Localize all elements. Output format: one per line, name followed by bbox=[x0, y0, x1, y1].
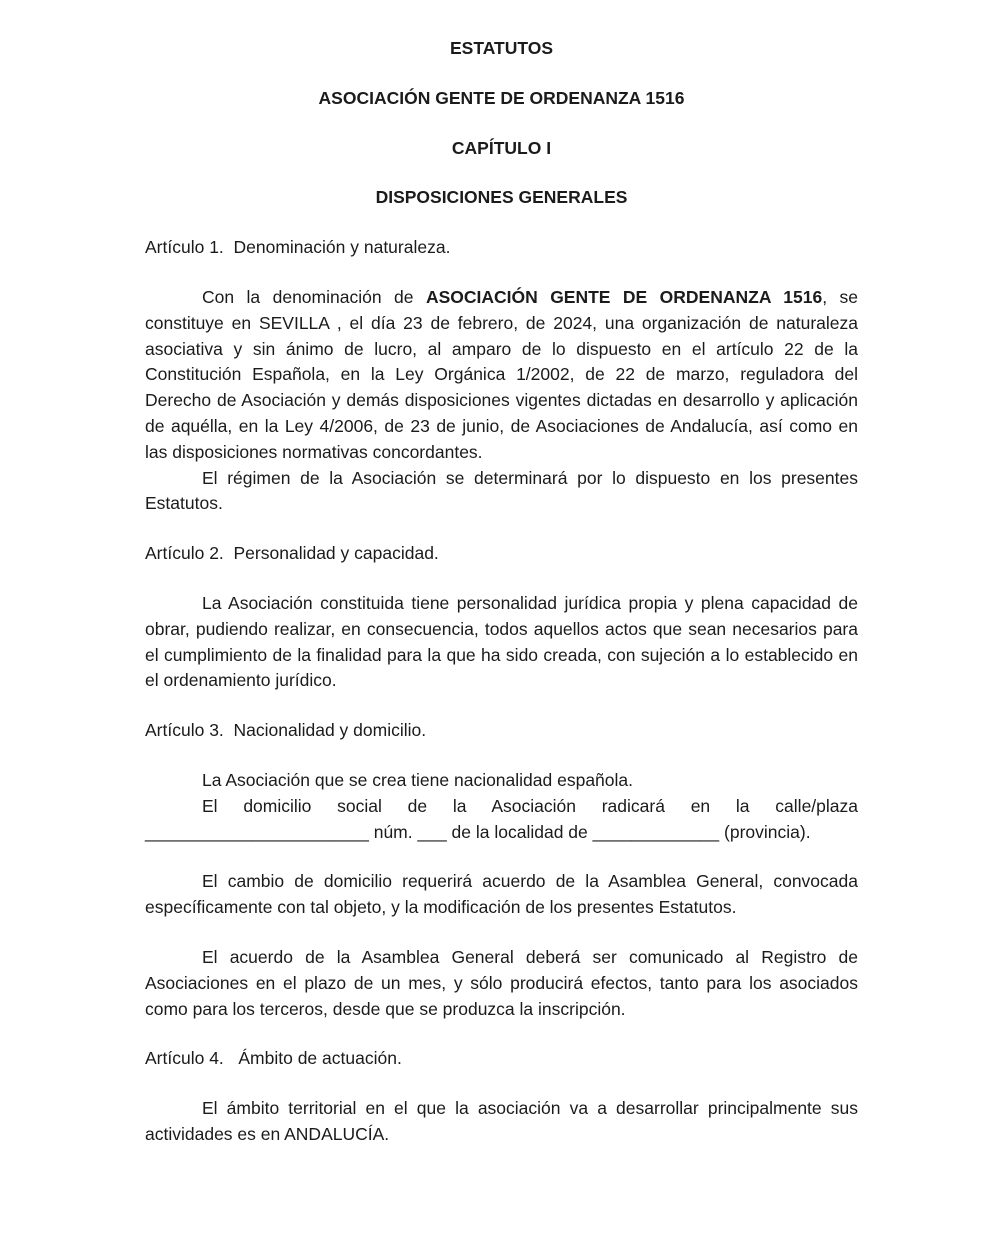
article-3-paragraph-1: La Asociación que se crea tiene nacionalidad española. bbox=[202, 769, 634, 790]
article-1-paragraph-1-pre: Con la denominación de bbox=[202, 286, 426, 307]
association-name-inline: ASOCIACIÓN GENTE DE ORDENANZA 1516 bbox=[425, 286, 823, 307]
association-name-heading: ASOCIACIÓN GENTE DE ORDENANZA 1516 bbox=[318, 87, 685, 108]
article-2-paragraph-1: La Asociación constituida tiene personalidad jurídica propia y plena capacidad de obrar, pudiendo realizar, en consecuencia, todos aquellos actos que sean necesarios para el cumplimiento de la finalidad para la que ha sido creada, con sujeción a lo establecido en el ordenamiento jurídico. bbox=[145, 592, 858, 691]
article-3-paragraph-3: El cambio de domicilio requerirá acuerdo de la Asamblea General, convocada específicamente con tal objeto, y la modificación de los presentes Estatutos. bbox=[145, 871, 858, 918]
article-4-title: Artículo 4. Ámbito de actuación. bbox=[145, 1048, 402, 1069]
section-heading: DISPOSICIONES GENERALES bbox=[375, 187, 628, 208]
article-2-title: Artículo 2. Personalidad y capacidad. bbox=[145, 543, 439, 564]
article-1-paragraph-1-post: , se constituye en SEVILLA , el día 23 de febrero, de 2024, una organización de naturaleza asociativa y sin ánimo de lucro, al amparo de lo dispuesto en el artículo 22 de la Constitución Española, en la Ley Orgánica 1/2002, de 22 de marzo, reguladora del Derecho de Asociación y demás disposiciones vigentes dictadas en desarrollo y aplicación de aquélla, en la Ley 4/2006, de 23 de junio, de Asociaciones de Andalucía, así como en las disposiciones normativas concordantes. bbox=[145, 286, 858, 462]
article-3-paragraph-4: El acuerdo de la Asamblea General deberá ser comunicado al Registro de Asociaciones en el plazo de un mes, y sólo producirá efectos, tanto para los asociados como para los terceros, desde que se produzca la inscripción. bbox=[145, 946, 858, 1019]
article-3-title: Artículo 3. Nacionalidad y domicilio. bbox=[145, 720, 427, 741]
document-title: ESTATUTOS bbox=[449, 38, 554, 58]
chapter-heading: CAPÍTULO I bbox=[451, 137, 552, 158]
article-1-title: Artículo 1. Denominación y naturaleza. bbox=[145, 237, 451, 258]
article-4-paragraph-1: El ámbito territorial en el que la asociación va a desarrollar principalmente sus actividades es en ANDALUCÍA. bbox=[145, 1098, 858, 1144]
article-1-paragraph-2: El régimen de la Asociación se determinará por lo dispuesto en los presentes Estatutos. bbox=[145, 467, 858, 514]
article-3-paragraph-2: El domicilio social de la Asociación radicará en la calle/plaza _______________________ núm. ___ de la localidad de _____________ (provincia). bbox=[145, 795, 858, 842]
article-1-paragraph-1 bbox=[145, 285, 858, 466]
